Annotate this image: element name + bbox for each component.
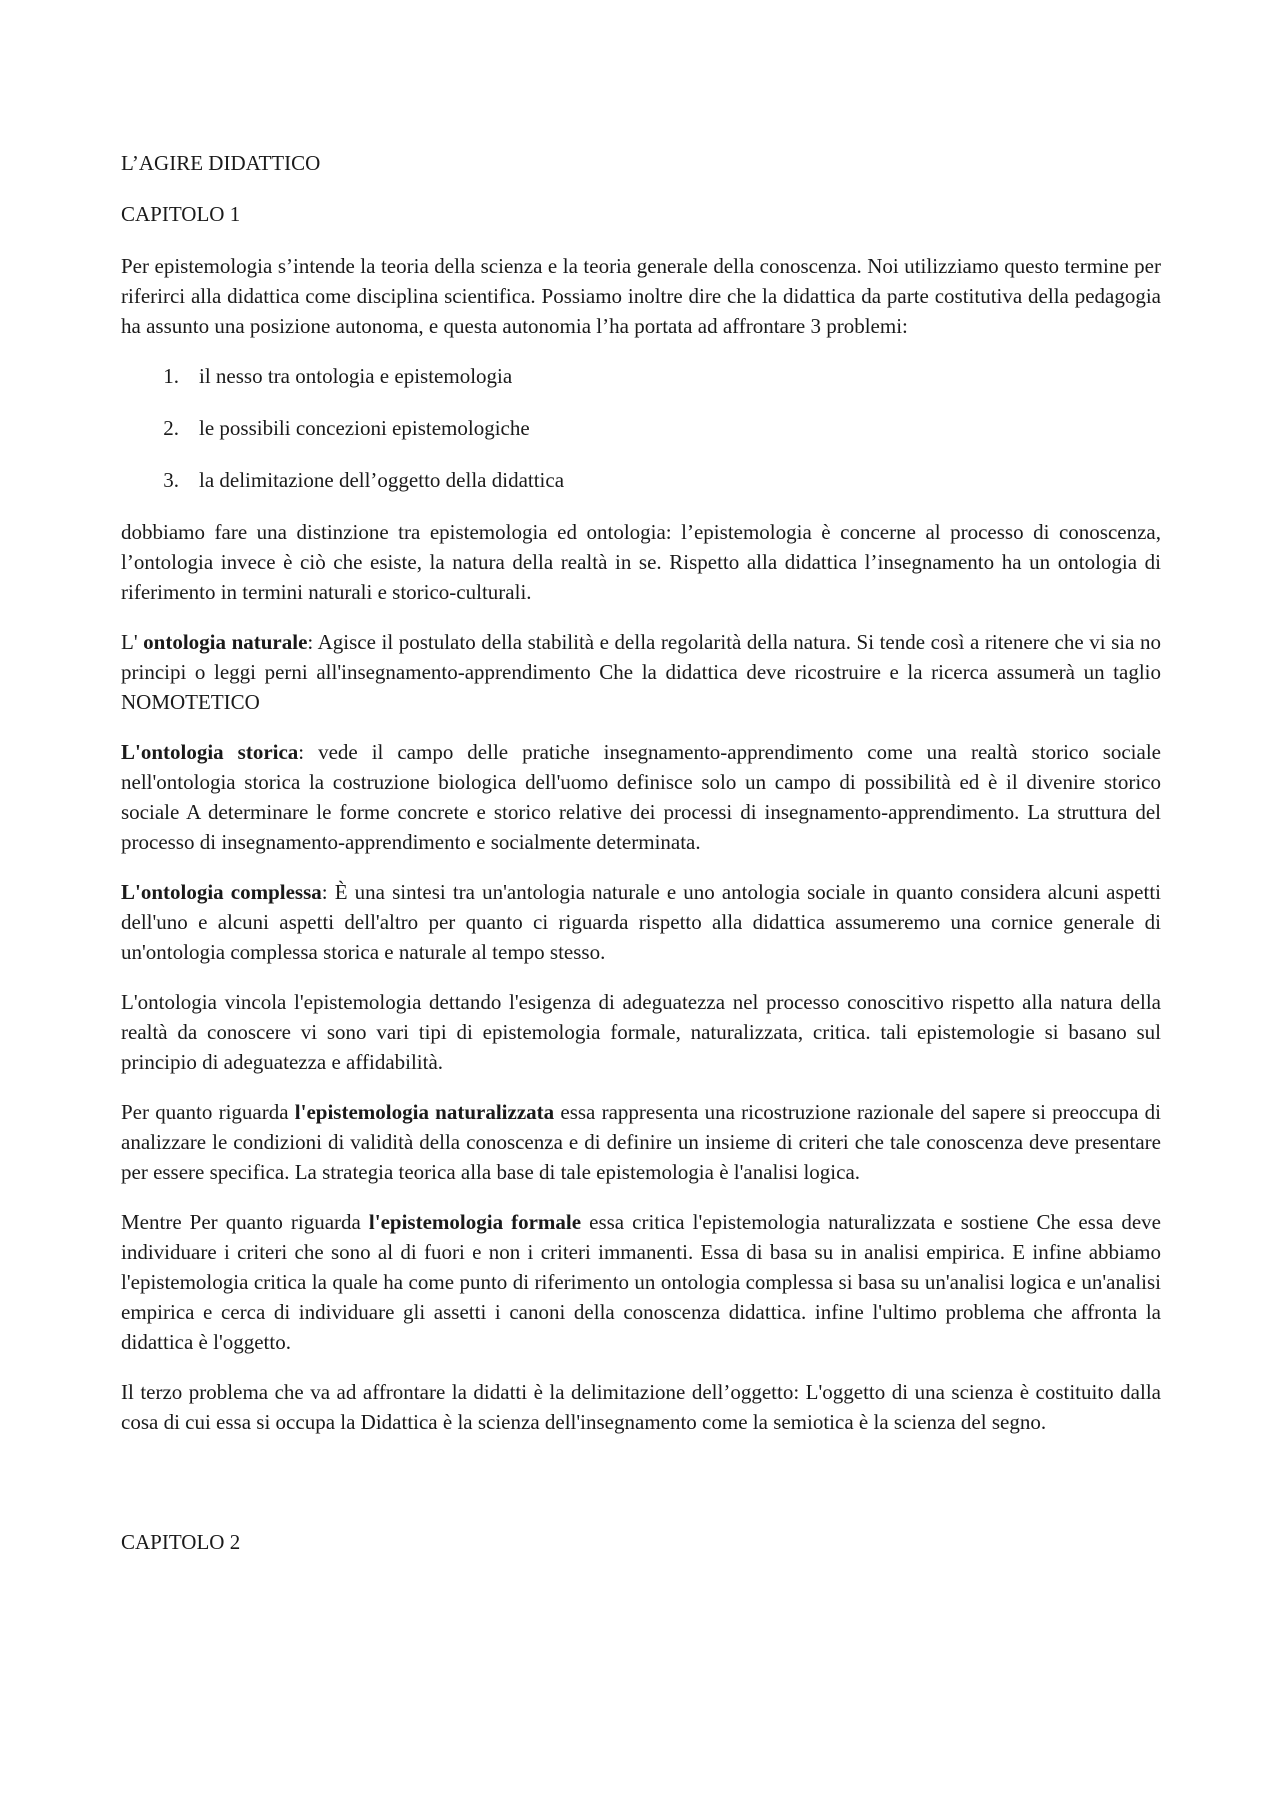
historical-ontology-paragraph [121, 737, 1161, 857]
document-page [121, 148, 1161, 1579]
list-item [121, 465, 1161, 495]
paragraph-prefix: Mentre Per quanto riguarda [121, 1210, 369, 1234]
term-bold: ontologia naturale [143, 630, 308, 654]
list-item [121, 413, 1161, 443]
term-bold: l'epistemologia formale [368, 1210, 582, 1234]
list-item-text: la delimitazione dell’oggetto della didattica [199, 468, 565, 492]
paragraph-text: essa critica l'epistemologia naturalizzata e sostiene Che essa deve individuare i criteri che sono al di fuori e non i criteri immanenti. Essa di basa su in analisi empirica. E infine abbiamo l'epistemologia critica la quale ha come punto di riferimento un ontologia complessa si basa su un'analisi logica e un'analisi empirica e cerca di individuare gli assetti i canoni della conoscenza didattica. infine l'ultimo problema che affronta la didattica è l'oggetto. [121, 1210, 1161, 1354]
chapter-1-heading: CAPITOLO 1 [121, 202, 241, 226]
problems-list [121, 361, 1161, 495]
natural-ontology-paragraph [121, 627, 1161, 717]
distinction-paragraph: dobbiamo fare una distinzione tra epistemologia ed ontologia: l’epistemologia è concerne al processo di conoscenza, l’ontologia invece è ciò che esiste, la natura della realtà in se. Rispetto alla didattica l’insegnamento ha un ontologia di riferimento in termini naturali e storico-culturali. [121, 520, 1161, 604]
list-number: 2. [163, 416, 179, 440]
paragraph-text: essa rappresenta una ricostruzione razionale del sapere si preoccupa di analizzare le condizioni di validità della conoscenza e di definire un insieme di criteri che tale conoscenza deve presentare per essere specifica. La strategia teorica alla base di tale epistemologia è l'analisi logica. [121, 1100, 1161, 1184]
list-item-text: le possibili concezioni epistemologiche [199, 416, 530, 440]
formal-epistemology-paragraph [121, 1207, 1161, 1357]
constraint-paragraph: L'ontologia vincola l'epistemologia dettando l'esigenza di adeguatezza nel processo conoscitivo rispetto alla natura della realtà da conoscere vi sono vari tipi di epistemologia formale, naturalizzata, critica. tali epistemologie si basano sul principio di adeguatezza e affidabilità. [121, 990, 1161, 1074]
term-bold: L'ontologia complessa [121, 880, 322, 904]
paragraph-text: : È una sintesi tra un'antologia naturale e uno antologia sociale in quanto considera alcuni aspetti dell'uno e alcuni aspetti dell'altro per quanto ci riguarda rispetto alla didattica assumeremo una cornice generale di un'ontologia complessa storica e naturale al tempo stesso. [121, 880, 1161, 964]
list-item-text: il nesso tra ontologia e epistemologia [199, 364, 513, 388]
third-problem-paragraph: Il terzo problema che va ad affrontare la didatti è la delimitazione dell’oggetto: L'oggetto di una scienza è costituito dalla cosa di cui essa si occupa la Didattica è la scienza dell'insegnamento come la semiotica è la scienza del segno. [121, 1380, 1161, 1434]
paragraph-text: : vede il campo delle pratiche insegnamento-apprendimento come una realtà storico sociale nell'ontologia storica la costruzione biologica dell'uomo definisce solo un campo di possibilità ed è il divenire storico sociale A determinare le forme concrete e storico relative dei processi di insegnamento-apprendimento. La struttura del processo di insegnamento-apprendimento e socialmente determinata. [121, 740, 1161, 854]
term-bold: L'ontologia storica [121, 740, 299, 764]
term-bold: l'epistemologia naturalizzata [294, 1100, 555, 1124]
chapter-2-heading: CAPITOLO 2 [121, 1530, 241, 1554]
list-number: 3. [163, 468, 179, 492]
naturalized-epistemology-paragraph [121, 1097, 1161, 1187]
list-number: 1. [163, 364, 179, 388]
list-item [121, 361, 1161, 391]
paragraph-prefix: L' [121, 630, 144, 654]
spacer [121, 1457, 1161, 1527]
intro-paragraph: Per epistemologia s’intende la teoria della scienza e la teoria generale della conoscenza. Noi utilizziamo questo termine per riferirci alla didattica come disciplina scientifica. Possiamo inoltre dire che la didattica da parte costitutiva della pedagogia ha assunto una posizione autonoma, e questa autonomia l’ha portata ad affrontare 3 problemi: [121, 254, 1161, 338]
complex-ontology-paragraph [121, 877, 1161, 967]
document-title: L’AGIRE DIDATTICO [121, 151, 321, 175]
paragraph-text: : Agisce il postulato della stabilità e della regolarità della natura. Si tende così a ritenere che vi sia no principi o leggi perni all'insegnamento-apprendimento Che la didattica deve ricostruire e la ricerca assumerà un taglio NOMOTETICO [121, 630, 1162, 714]
paragraph-prefix: Per quanto riguarda [121, 1100, 295, 1124]
